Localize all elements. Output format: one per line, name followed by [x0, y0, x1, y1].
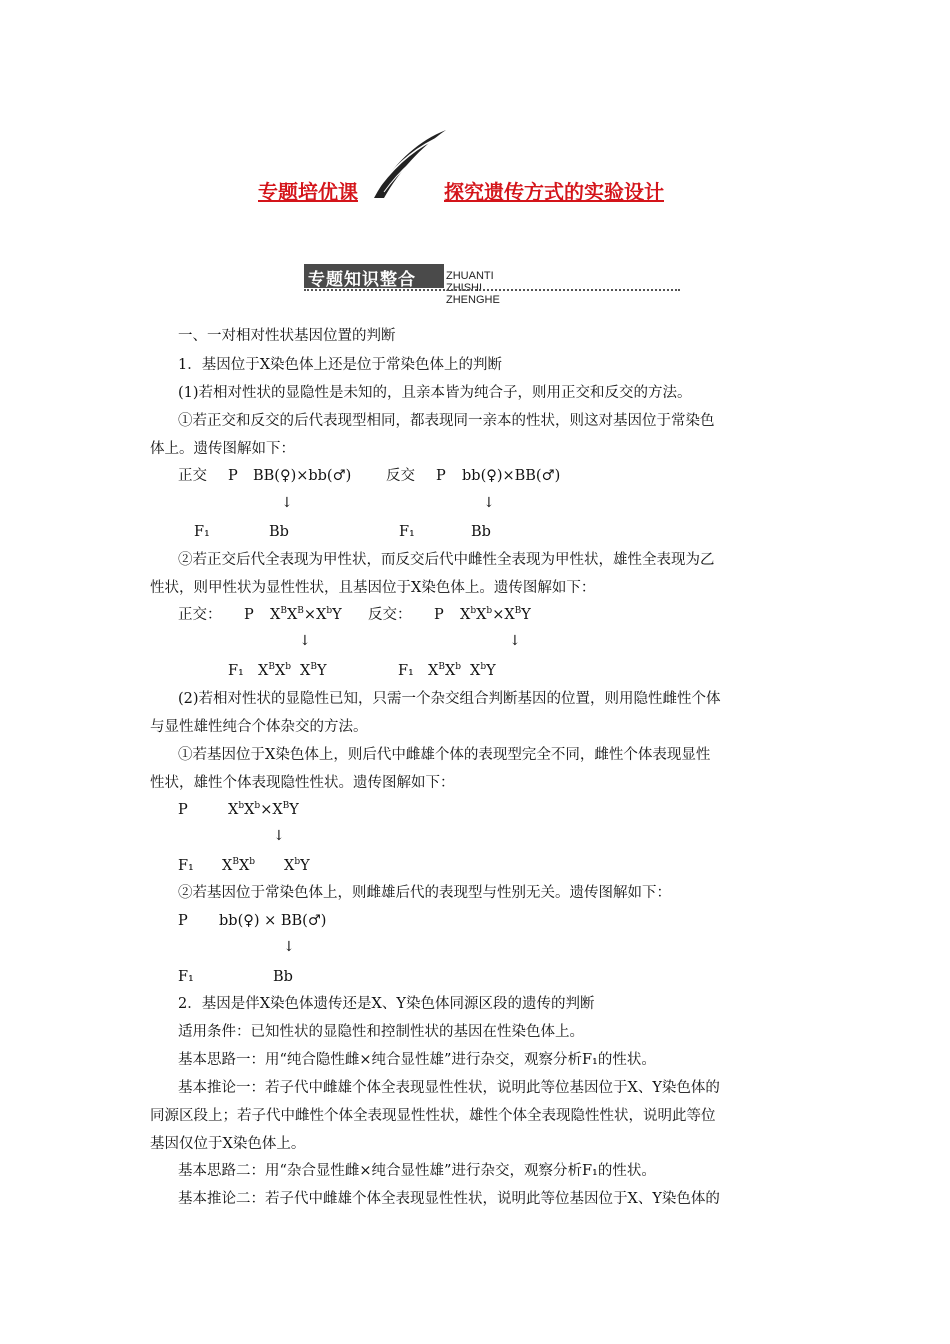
swoosh-decoration-icon [370, 128, 450, 200]
label-p: P [178, 913, 188, 929]
label-p: P [228, 468, 238, 484]
offspring-genotype: $X^bY$ [284, 857, 310, 874]
label-f1: F₁ [228, 663, 244, 679]
cross-right: bb(♀)×BB(♂) [462, 468, 561, 484]
label-f1: F₁ [399, 524, 415, 540]
paragraph: 基本推论一：若子代中雌雄个体全表现显性性状，说明此等位基因位于X、Y染色体的 [178, 1080, 720, 1096]
paragraph: 基因仅位于X染色体上。 [150, 1136, 306, 1152]
label-p: P [178, 802, 188, 818]
offspring-genotype: $X^BX^b$ [258, 662, 292, 679]
label-f1: F₁ [194, 524, 210, 540]
paragraph: ②若基因位于常染色体上，则雌雄后代的表现型与性别无关。遗传图解如下： [178, 885, 671, 901]
paragraph: 基本思路一：用“纯合隐性雌×纯合显性雄”进行杂交，观察分析F₁的性状。 [178, 1052, 656, 1068]
offspring-genotype: $X^BY$ [300, 662, 327, 679]
label-p: P [436, 468, 446, 484]
paragraph: 体上。遗传图解如下： [150, 441, 295, 457]
paragraph: ①若基因位于X染色体上，则后代中雌雄个体的表现型完全不同，雌性个体表现显性 [178, 747, 711, 763]
title-right: 探究遗传方式的实验设计 [444, 180, 664, 204]
heading-1-2: 2．基因是伴X染色体遗传还是X、Y染色体同源区段的遗传的判断 [178, 996, 595, 1012]
down-arrow-icon: ↓ [509, 633, 521, 649]
paragraph: 同源区段上；若子代中雌性个体全表现显性性状，雄性个体全表现隐性性状，说明此等位 [150, 1108, 716, 1124]
heading-1-1: 1．基因位于X染色体上还是位于常染色体上的判断 [178, 357, 503, 373]
paragraph: 性状，则甲性状为显性性状，且基因位于X染色体上。遗传图解如下： [150, 580, 596, 596]
down-arrow-icon: ↓ [283, 939, 295, 955]
cross-left: BB(♀)×bb(♂) [253, 468, 352, 484]
offspring-right: Bb [471, 524, 491, 540]
cross-left-genotype: $X^BX^B\times X^bY$ [270, 606, 342, 623]
label-zhengjiao: 正交： [178, 607, 222, 623]
paragraph: ②若正交后代全表现为甲性状，而反交后代中雌性全表现为甲性状，雄性全表现为乙 [178, 552, 715, 568]
paragraph: 与显性雄性纯合个体杂交的方法。 [150, 719, 368, 735]
section-label: 专题知识整合 [308, 270, 416, 290]
paragraph: (2)若相对性状的显隐性已知，只需一个杂交组合判断基因的位置，则用隐性雌性个体 [178, 691, 721, 707]
label-p: P [434, 607, 444, 623]
down-arrow-icon: ↓ [273, 828, 285, 844]
cross-genotype: $X^bX^b\times X^BY$ [228, 801, 299, 818]
label-fanjiao: 反交： [368, 607, 412, 623]
label-fanjiao: 反交 [386, 468, 415, 484]
paragraph: 适用条件：已知性状的显隐性和控制性状的基因在性染色体上。 [178, 1024, 584, 1040]
offspring-genotype: $X^BX^b$ [222, 857, 256, 874]
offspring-left: Bb [269, 524, 289, 540]
page-title [0, 176, 950, 212]
down-arrow-icon: ↓ [483, 495, 495, 511]
dotted-divider [304, 289, 680, 291]
label-p: P [244, 607, 254, 623]
label-zhengjiao: 正交 [178, 468, 207, 484]
label-f1: F₁ [178, 858, 194, 874]
label-f1: F₁ [178, 969, 194, 985]
paragraph: ①若正交和反交的后代表现型相同，都表现同一亲本的性状，则这对基因位于常染色 [178, 413, 715, 429]
offspring-genotype: $X^bY$ [470, 662, 496, 679]
down-arrow-icon: ↓ [299, 633, 311, 649]
label-f1: F₁ [398, 663, 414, 679]
paragraph: 性状，雄性个体表现隐性性状。遗传图解如下： [150, 775, 455, 791]
cross-right-genotype: $X^bX^b\times X^BY$ [460, 606, 531, 623]
cross-genotype: bb(♀) × BB(♂) [219, 913, 327, 929]
title-left: 专题培优课 [258, 180, 358, 204]
paragraph: 基本推论二：若子代中雌雄个体全表现显性性状，说明此等位基因位于X、Y染色体的 [178, 1191, 720, 1207]
paragraph: (1)若相对性状的显隐性是未知的，且亲本皆为纯合子，则用正交和反交的方法。 [178, 385, 692, 401]
down-arrow-icon: ↓ [281, 495, 293, 511]
offspring-genotype: $X^BX^b$ [428, 662, 462, 679]
offspring: Bb [273, 969, 293, 985]
heading-1: 一、一对相对性状基因位置的判断 [178, 328, 396, 344]
section-english: ZHUANTI ZHISHI ZHENGHE [446, 270, 500, 306]
paragraph: 基本思路二：用“杂合显性雌×纯合显性雄”进行杂交，观察分析F₁的性状。 [178, 1163, 656, 1179]
